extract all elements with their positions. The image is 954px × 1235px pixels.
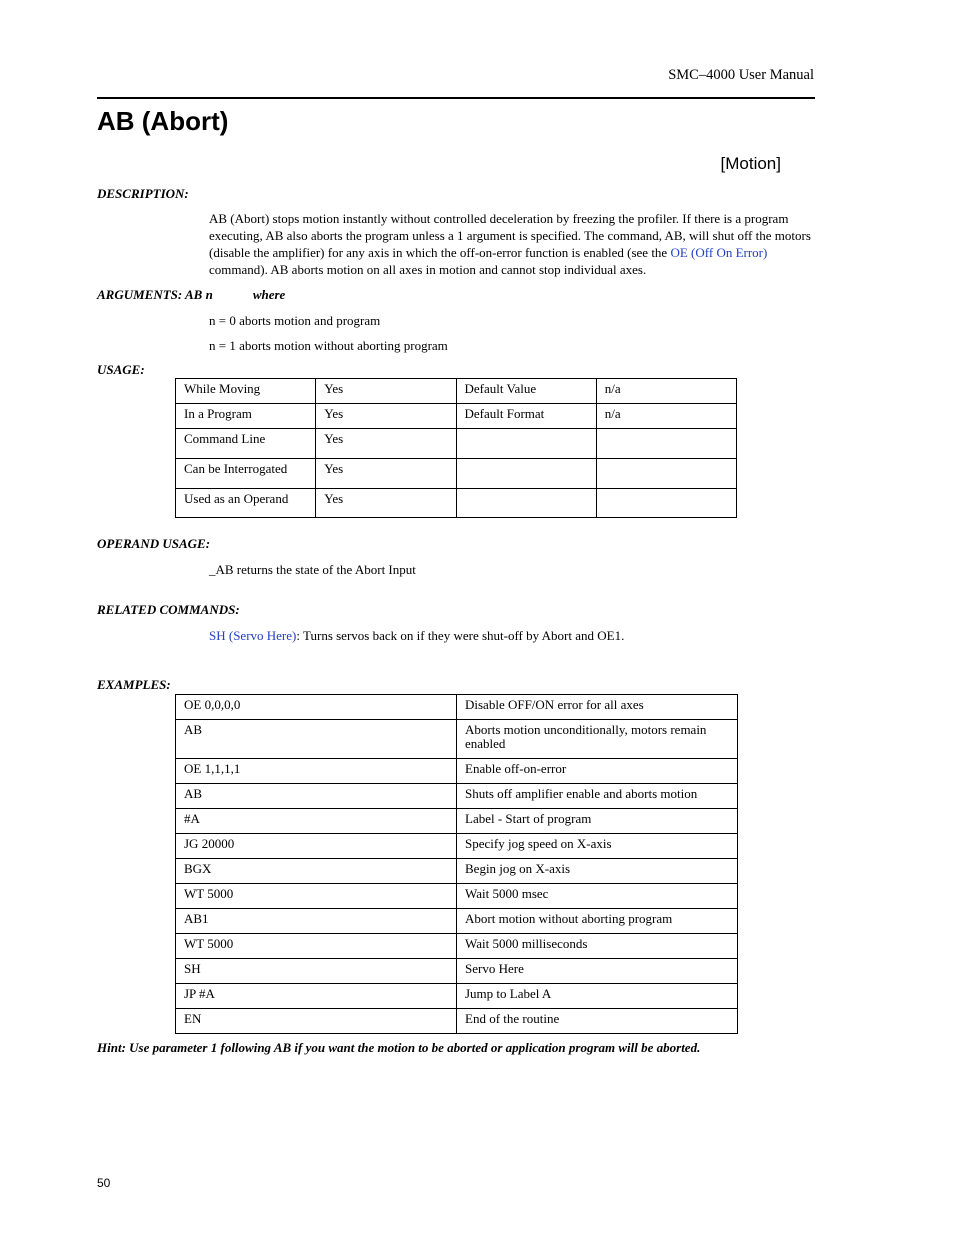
example-row: [176, 809, 738, 834]
table-cell: Yes: [316, 459, 456, 489]
example-row: [176, 834, 738, 859]
table-cell: n/a: [596, 404, 736, 429]
related-command: [209, 627, 624, 644]
table-cell: Yes: [316, 429, 456, 459]
usage-row: [176, 459, 737, 489]
usage-label: USAGE:: [97, 362, 145, 377]
table-cell: Begin jog on X-axis: [457, 859, 738, 884]
example-row: [176, 1009, 738, 1034]
table-cell: [596, 459, 736, 489]
table-cell: Disable OFF/ON error for all axes: [457, 695, 738, 720]
description-text-end: command). AB aborts motion on all axes in motion and cannot stop individual axes.: [209, 262, 647, 277]
sh-command-link[interactable]: SH (Servo Here): [209, 628, 297, 643]
table-cell: WT 5000: [176, 884, 457, 909]
table-cell: [456, 429, 596, 459]
description-text: [209, 210, 817, 278]
table-cell: In a Program: [176, 404, 316, 429]
table-cell: AB: [176, 720, 457, 759]
operand-usage-label: OPERAND USAGE:: [97, 536, 211, 551]
table-cell: [456, 459, 596, 489]
related-commands-label: RELATED COMMANDS:: [97, 602, 240, 617]
example-row: [176, 784, 738, 809]
table-cell: While Moving: [176, 379, 316, 404]
table-cell: Label - Start of program: [457, 809, 738, 834]
table-cell: [456, 489, 596, 518]
table-cell: WT 5000: [176, 934, 457, 959]
arguments-label: [97, 287, 285, 303]
examples-label: EXAMPLES:: [97, 677, 171, 692]
table-cell: EN: [176, 1009, 457, 1034]
table-cell: Used as an Operand: [176, 489, 316, 518]
table-cell: Can be Interrogated: [176, 459, 316, 489]
table-cell: Specify jog speed on X-axis: [457, 834, 738, 859]
table-cell: Yes: [316, 489, 456, 518]
page-title: AB (Abort): [97, 106, 229, 136]
table-cell: JP #A: [176, 984, 457, 1009]
table-cell: Wait 5000 msec: [457, 884, 738, 909]
table-cell: Default Value: [456, 379, 596, 404]
argument-item: n = 0 aborts motion and program: [209, 313, 381, 328]
header-rule: [97, 97, 815, 99]
table-cell: BGX: [176, 859, 457, 884]
page-number: 50: [97, 1176, 111, 1190]
table-cell: OE 0,0,0,0: [176, 695, 457, 720]
manual-title: SMC–4000 User Manual: [668, 67, 814, 83]
usage-row: [176, 429, 737, 459]
operand-usage-text: _AB returns the state of the Abort Input: [209, 562, 416, 577]
example-row: [176, 759, 738, 784]
table-cell: [596, 489, 736, 518]
related-command-text: : Turns servos back on if they were shut-off by Abort and OE1.: [296, 628, 625, 643]
table-cell: [596, 429, 736, 459]
example-row: [176, 934, 738, 959]
table-cell: Yes: [316, 404, 456, 429]
command-category: [Motion]: [720, 154, 781, 173]
example-row: [176, 859, 738, 884]
table-cell: Servo Here: [457, 959, 738, 984]
table-cell: End of the routine: [457, 1009, 738, 1034]
table-cell: Command Line: [176, 429, 316, 459]
table-cell: AB: [176, 784, 457, 809]
usage-row: [176, 404, 737, 429]
examples-table: [175, 694, 738, 1034]
table-cell: n/a: [596, 379, 736, 404]
table-cell: SH: [176, 959, 457, 984]
oe-command-link[interactable]: OE (Off On Error): [670, 245, 768, 260]
table-cell: Yes: [316, 379, 456, 404]
table-cell: Abort motion without aborting program: [457, 909, 738, 934]
table-cell: Enable off-on-error: [457, 759, 738, 784]
description-label: DESCRIPTION:: [97, 186, 189, 201]
table-cell: OE 1,1,1,1: [176, 759, 457, 784]
arguments-syntax: ARGUMENTS: AB n: [97, 287, 213, 302]
example-row: [176, 909, 738, 934]
usage-row: [176, 489, 737, 518]
description-text-start: AB (Abort) stops motion instantly without controlled deceleration by freezing the profiler. If there is a program executing, AB also aborts the program unless a 1 argument is specified. The command, AB, will shut off the motors (disable the amplifier) for any axis in which the off-on-error function is enabled (see the: [209, 211, 811, 260]
argument-item: n = 1 aborts motion without aborting program: [209, 338, 448, 353]
table-cell: #A: [176, 809, 457, 834]
table-cell: Default Format: [456, 404, 596, 429]
hint-text: Hint: Use parameter 1 following AB if you want the motion to be aborted or application program will be aborted.: [97, 1040, 701, 1055]
usage-row: [176, 379, 737, 404]
table-cell: JG 20000: [176, 834, 457, 859]
example-row: [176, 695, 738, 720]
example-row: [176, 959, 738, 984]
arguments-where: where: [252, 287, 286, 302]
table-cell: Jump to Label A: [457, 984, 738, 1009]
table-cell: AB1: [176, 909, 457, 934]
table-cell: Aborts motion unconditionally, motors remain enabled: [457, 720, 738, 759]
example-row: [176, 720, 738, 759]
example-row: [176, 984, 738, 1009]
usage-table: [175, 378, 737, 518]
table-cell: Shuts off amplifier enable and aborts motion: [457, 784, 738, 809]
table-cell: Wait 5000 milliseconds: [457, 934, 738, 959]
example-row: [176, 884, 738, 909]
